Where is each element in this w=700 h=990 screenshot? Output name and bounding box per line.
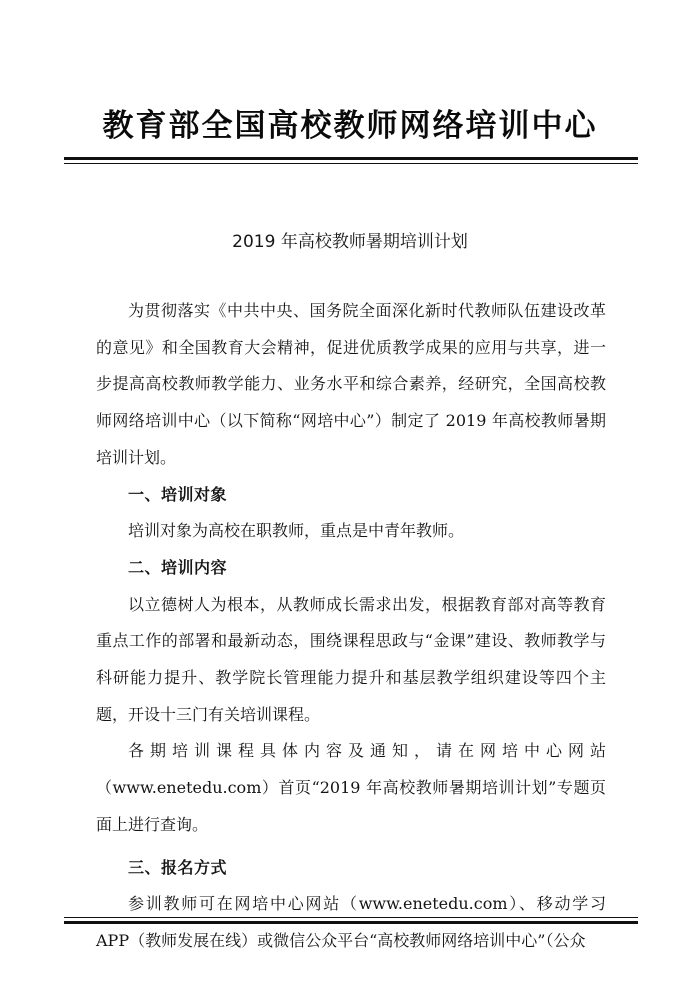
document-body [96,293,606,960]
intro-paragraph: 为贯彻落实《中共中央、国务院全面深化新时代教师队伍建设改革的意见》和全国教育大会精神，促进优质教学成果的应用与共享，进一步提高高校教师教学能力、业务水平和综合素养，经研究，全国高校教师网络培训中心（以下简称“网培中心”）制定了 2019 年高校教师暑期培训计划。 [96,301,606,467]
section-heading-training-content: 二、培训内容 [128,557,228,577]
section-paragraph: 培训对象为高校在职教师，重点是中青年教师。 [128,521,465,541]
section-paragraph: 各期培训课程具体内容及通知，请在网培中心网站（www.enetedu.com）首页“2019 年高校教师暑期培训计划”专题页面上进行查询。 [96,741,606,834]
footer-rule-thin [64,917,638,918]
section-paragraph: 以立德树人为根本，从教师成长需求出发，根据教育部对高等教育重点工作的部署和最新动态，围绕课程思政与“金课”建设、教师教学与科研能力提升、教学院长管理能力提升和基层教学组织建设等四个主题，开设十三门有关培训课程。 [96,594,606,724]
section-heading-registration: 三、报名方式 [128,857,228,877]
section-paragraph: 参训教师可在网培中心网站（www.enetedu.com）、移动学习 APP（教师发展在线）或微信公众平台“高校教师网络培训中心”（公众 [96,894,606,950]
document-title: 2019 年高校教师暑期培训计划 [232,232,468,252]
header-rule-thick [64,157,638,160]
footer-rule-thick [64,921,638,924]
organization-title: 教育部全国高校教师网络培训中心 [102,108,598,144]
section-heading-target-audience: 一、培训对象 [128,484,228,504]
header-rule-thin [64,163,638,164]
